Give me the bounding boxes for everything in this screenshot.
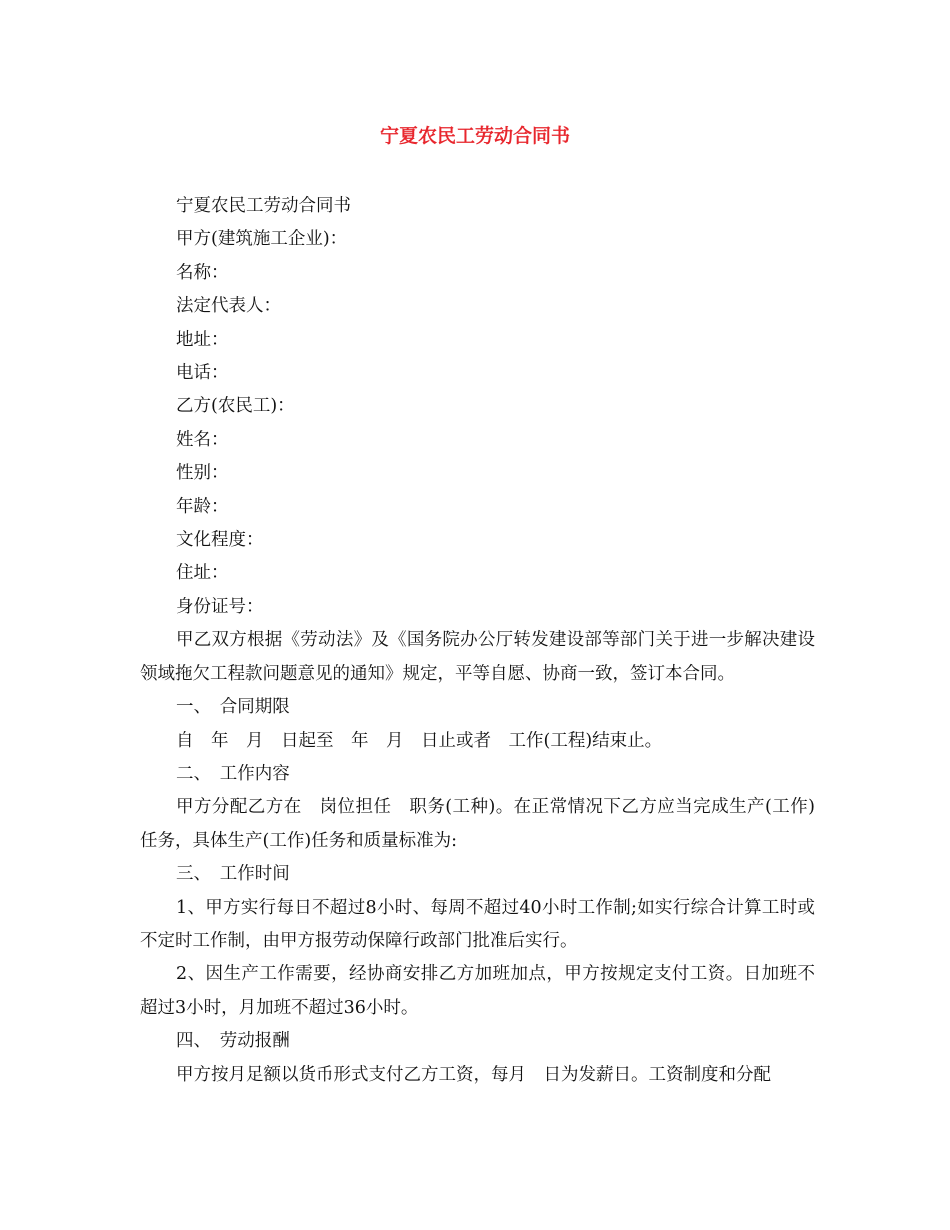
section-heading-pay: 四、 劳动报酬 <box>176 1031 290 1052</box>
section-heading-content: 二、 工作内容 <box>176 763 290 784</box>
party-b-education-field: 文化程度： <box>176 530 264 551</box>
party-a-representative-field: 法定代表人： <box>176 296 281 317</box>
preamble-paragraph: 甲乙双方根据《劳动法》及《国务院办公厅转发建设部等部门关于进一步解决建设领域拖欠工程款问题意见的通知》规定，平等自愿、协商一致，签订本合同。 <box>140 630 815 684</box>
party-a-name-field: 名称： <box>176 262 229 283</box>
party-a-label: 甲方(建筑施工企业)： <box>176 229 348 250</box>
pay-paragraph: 甲方按月足额以货币形式支付乙方工资，每月 日为发薪日。工资制度和分配 <box>176 1064 771 1085</box>
hours-paragraph-1: 1、甲方实行每日不超过8小时、每周不超过40小时工作制;如实行综合计算工时或不定时工作制，由甲方报劳动保障行政部门批准后实行。 <box>140 897 815 951</box>
party-b-name-field: 姓名： <box>176 429 229 450</box>
hours-paragraph-2: 2、因生产工作需要，经协商安排乙方加班加点，甲方按规定支付工资。日加班不超过3小时，月加班不超过36小时。 <box>140 964 815 1018</box>
party-b-age-field: 年龄： <box>176 496 229 517</box>
party-b-gender-field: 性别： <box>176 463 229 484</box>
party-a-address-field: 地址： <box>176 329 229 350</box>
party-b-label: 乙方(农民工)： <box>176 396 295 417</box>
document-title: 宁夏农民工劳动合同书 <box>379 125 570 147</box>
paragraph-heading: 宁夏农民工劳动合同书 <box>176 196 351 216</box>
document-body <box>140 190 815 1092</box>
term-paragraph: 自 年 月 日起至 年 月 日止或者 工作(工程)结束止。 <box>176 730 663 751</box>
section-heading-hours: 三、 工作时间 <box>176 864 290 885</box>
section-heading-term: 一、 合同期限 <box>176 697 290 718</box>
party-b-address-field: 住址： <box>176 563 229 584</box>
party-a-phone-field: 电话： <box>176 363 229 384</box>
content-paragraph: 甲方分配乙方在 岗位担任 职务(工种)。在正常情况下乙方应当完成生产(工作)任务，具体生产(工作)任务和质量标准为: <box>140 797 815 851</box>
party-b-id-field: 身份证号： <box>176 596 264 617</box>
